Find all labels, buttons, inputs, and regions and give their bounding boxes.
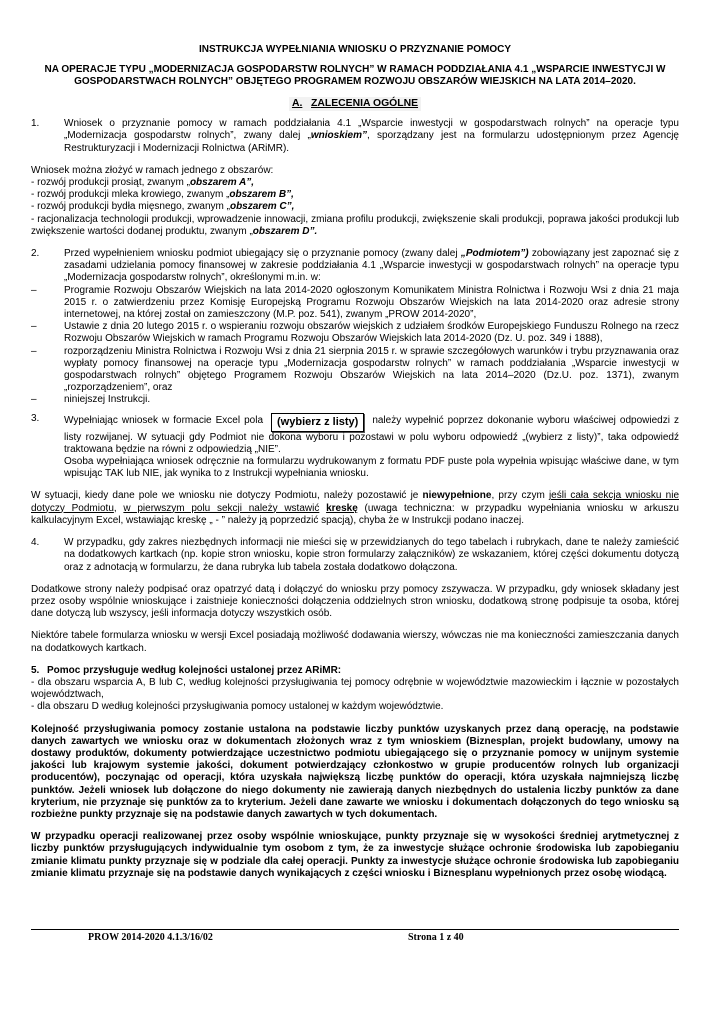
section-title: ZALECENIA OGÓLNE [311, 98, 419, 109]
empty-field-note: W sytuacji, kiedy dane pole we wniosku nie dotyczy Podmiotu, należy pozostawić je niewypełnione, przy czym jeśli cała sekcja wniosku nie dotyczy Podmiotu, w pierwszym polu sekcji należy wstawić kreskę (uwaga techniczna: w przypadku wypełniania wniosku w arkuszu kalkulacyjnym Excel, wstawiając kreskę „ - ” należy ją poprzedzić spacją), chyba że w Instrukcji podano inaczej. [31, 490, 679, 526]
areas-list [31, 165, 679, 238]
excel-rows-note: Niektóre tabele formularza wniosku w wersji Excel posiadają możliwość dodawania wierszy, wówczas nie ma konieczności zamieszczania danych na dodatkowych kartkach. [31, 630, 679, 654]
joint-applicants-rules: W przypadku operacji realizowanej przez osoby wspólnie wnioskujące, punkty przyznaje się w wysokości średniej arytmetycznej z liczby punktów przysługujących indywidualnie tym osobom z tym, że za inwestycje służące ochronie środowiska lub zapobieganiu zmianie klimatu punkty przyznaje się w podziale dla całej operacji. Punkty za inwestycje służące ochronie środowiska lub zapobieganiu zmianie klimatu przyznaje się na podstawie danych wynikających z części wniosku i Biznesplanu wypełnionych przez osobę wiodącą. [31, 831, 679, 879]
footer-page-number: Strona 1 z 40 [408, 932, 464, 943]
additional-pages-note: Dodatkowe strony należy podpisać oraz opatrzyć datą i dołączyć do wniosku przy pomocy zszywacza. W przypadku, gdy wniosek składany jest przez osoby wspólnie wnioskujące i zaistnieje konieczności dołączenia oddzielnych stron wniosku, dodatkową stronę podpisuje ta osoba, której dane dotyczą lub wszyscy, jeśli informacja dotyczy wszystkich osób. [31, 583, 679, 620]
ranking-rules: Kolejność przysługiwania pomocy zostanie ustalona na podstawie liczby punktów uzyskanych przez daną operację, na podstawie danych zawartych we wniosku oraz w dokumentach złożonych wraz z tym wnioskiem (Biznesplan, projekt budowlany, umowy na dostawy produktów, dokumenty potwierdzające uczestnictwo podmiotu ubiegającego się o przyznanie pomocy w unijnym systemie jakości lub krajowym systemie jakości, dokument potwierdzający członkostwo w grupie producentów rolnych lub organizacji producentów), poczynając od operacji, która uzyskała największą liczbę punktów do operacji, która uzyskała najmniejszą liczbę punktów. Jeżeli wniosek lub dołączone do niego dokumenty nie zawierają danych niezbędnych do ustalenia liczby punktów za dane kryterium, nie przyznaje się punktów za to kryterium. Jeżeli dane zawarte we wniosku i dokumentach dołączonych do tego wniosku są rozbieżne punkty przyznaje się na podstawie danych zawartych w tych dokumentach. [31, 723, 679, 820]
paragraph-4: 4. W przypadku, gdy zakres niezbędnych informacji nie mieści się w przewidzianych do tego tabelach i rubrykach, dane te należy zamieścić na dodatkowych kartkach (np. kopie stron wniosku, kopie stron formularzy załączników) ze wskazaniem, której części dokumentu dotyczą oraz z adnotacją w formularzu, że dana rubryka lub tabela została dodatkowo dołączona. [31, 537, 679, 573]
areas-intro: Wniosek można złożyć w ramach jednego z obszarów: [31, 164, 274, 176]
area-b: - rozwój produkcji mleka krowiego, zwanym „obszarem B”, [31, 189, 294, 201]
paragraph-number: 1. [31, 118, 40, 130]
page-footer [31, 929, 679, 943]
list-item: – rozporządzeniu Ministra Rolnictwa i Rozwoju Wsi z dnia 21 sierpnia 2015 r. w sprawie szczegółowych warunków i trybu przyznawania oraz wypłaty pomocy finansowej na operacje typu „Modernizacja gospodarstw rolnych” w ramach poddziałania „Wsparcie inwestycji w gospodarstwach rolnych” objętego Programem Rozwoju Obszarów Wiejskich na lata 2014–2020 (Dz.U. poz. 1371), zwanym „rozporządzeniem”, oraz [31, 345, 679, 394]
document-page [31, 44, 679, 880]
section-letter: A. [291, 98, 303, 109]
area-c: - rozwój produkcji bydła mięsnego, zwanym „obszarem C”, [31, 201, 295, 213]
paragraph-2: 2. Przed wypełnieniem wniosku podmiot ubiegający się o przyznanie pomocy (zwany dalej „Podmiotem”) zobowiązany jest zapoznać się z zasadami udzielania pomocy finansowej w zakresie poddziałania 4.1 „Wsparcie inwestycji w gospodarstwach rolnych” na operacje typu „Modernizacja gospodarstw rolnych”, określonymi m.in. w: [31, 248, 679, 284]
list-item: – Programie Rozwoju Obszarów Wiejskich na lata 2014-2020 ogłoszonym Komunikatem Ministra Rolnictwa i Rozwoju Wsi z dnia 21 maja 2015 r. o zatwierdzeniu przez Komisję Europejską Programu Rozwoju Obszarów Wiejskich na lata 2014-2020 oraz adresie strony internetowej, na której został on zamieszczony (M.P. poz. 541), zwanym „PROW 2014-2020”, [31, 284, 679, 321]
paragraph-5: 5. Pomoc przysługuje według kolejności ustalonej przez ARiMR: - dla obszaru wsparcia A, B lub C, według kolejności przysługiwania tej pomocy odrębnie w województwie mazowieckim i łącznie w pozostałych województwach, - dla obszaru D według kolejności przysługiwania pomocy ustalonej w każdym województwie. [31, 664, 679, 713]
area-d: - racjonalizacja technologii produkcji, wprowadzenie innowacji, zmiana profilu produkcji, zwiększenie skali produkcji, poprawa jakości produkcji lub zwiększenie wartości dodanej produktu, zwanym „obszarem D”. [31, 213, 679, 237]
list-item: – Ustawie z dnia 20 lutego 2015 r. o wspieraniu rozwoju obszarów wiejskich z udziałem środków Europejskiego Funduszu Rolnego na rzecz Rozwoju Obszarów Wiejskich w ramach Programu Rozwoju Obszarów Wiejskich lata 2014-2020 (Dz. U. poz. 349 i 1888), [31, 321, 679, 345]
footer-doc-code: PROW 2014-2020 4.1.3/16/02 [88, 932, 213, 943]
select-list-sample: (wybierz z listy) [271, 413, 364, 432]
paragraph-3: 3. Wypełniając wniosek w formacie Excel pola (wybierz z listy) należy wypełnić poprzez dokonanie wyboru właściwej odpowiedzi z listy rozwijanej. W sytuacji gdy Podmiot nie dokona wyboru i pozostawi w polu wyboru odpowiedź „(wybierz z listy)”, taka odpowiedź traktowana będzie na równi z odpowiedzią „NIE”. Osoba wypełniająca wniosek odręcznie na formularzu wydrukowanym z formatu PDF puste pola wypełnia wpisując właściwe dane, w tym wpisując TAK lub NIE, jak wynika to z Instrukcji wypełniania wniosku. [31, 412, 679, 480]
document-subtitle: NA OPERACJE TYPU „MODERNIZACJA GOSPODARSTW ROLNYCH” W RAMACH PODDZIAŁANIA 4.1 „WSPARCIE INWESTYCJI W GOSPODARSTWACH ROLNYCH” OBJĘTEGO PROGRAMEM ROZWOJU OBSZARÓW WIEJSKICH NA LATA 2014–2020. [44, 64, 666, 87]
emphasis-wniosek: wnioskiem” [310, 130, 368, 142]
paragraph-1: 1. Wniosek o przyznanie pomocy w ramach poddziałania 4.1 „Wsparcie inwestycji w gospodarstwach rolnych” na operacje typu „Modernizacja gospodarstw rolnych”, zwany dalej „wnioskiem”, sporządzany jest na formularzu udostępnionym przez Agencję Restrukturyzacji i Modernizacji Rolnictwa (ARiMR). [31, 118, 679, 154]
area-a: - rozwój produkcji prosiąt, zwanym „obszarem A”, [31, 177, 255, 189]
section-heading [31, 97, 679, 111]
list-item: – niniejszej Instrukcji. [31, 394, 151, 406]
document-title: INSTRUKCJA WYPEŁNIANIA WNIOSKU O PRZYZNANIE POMOCY [198, 44, 512, 55]
